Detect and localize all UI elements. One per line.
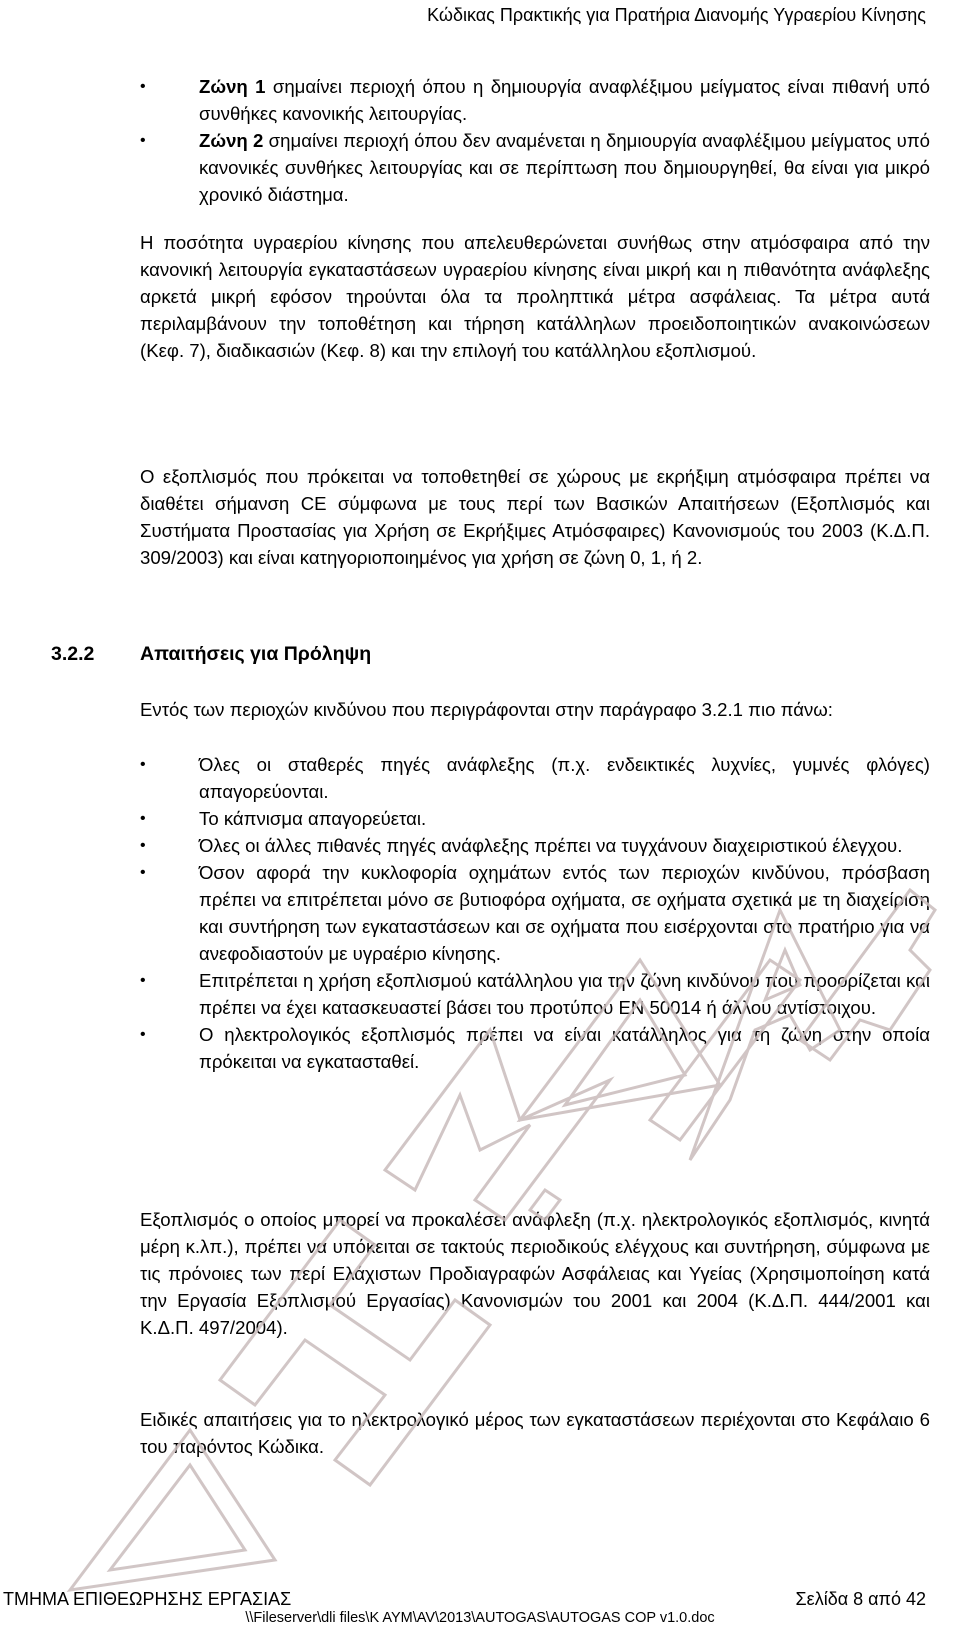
rule-text: Το κάπνισμα απαγορεύεται. <box>199 808 427 829</box>
list-item <box>140 832 930 859</box>
rule-text: Επιτρέπεται η χρήση εξοπλισμού κατάλληλου για την ζώνη κινδύνου που προορίζεται και πρέπει να έχει κατασκευαστεί βάσει του προτύπου EN 50014 ή άλλου αντίστοιχου. <box>199 970 930 1018</box>
prevention-rules-list <box>140 751 930 1075</box>
bullet-icon: • <box>140 78 146 95</box>
paragraph-release-quantity: Η ποσότητα υγραερίου κίνησης που απελευθερώνεται συνήθως στην ατμόσφαιρα από την κανονική λειτουργία εγκαταστάσεων υγραερίου κίνησης είναι μικρή και η πιθανότητα ανάφλεξης αρκετά μικρή εφόσον τηρούνται όλα τα προληπτικά μέτρα ασφάλειας. Τα μέτρα αυτά περιλαμβάνουν την τοποθέτηση και τήρηση κατάλληλων προειδοποιητικών ανακοινώσεων (Κεφ. 7), διαδικασιών (Κεφ. 8) και την επιλογή του κατάλληλου εξοπλισμού. <box>140 232 930 361</box>
list-item <box>140 127 930 208</box>
zone-definition: σημαίνει περιοχή όπου δεν αναμένεται η δημιουργία αναφλέξιμου μείγματος υπό κανονικές συνθήκες λειτουργίας και σε περίπτωση που δημιουργηθεί, θα είναι για μικρό χρονικό διάστημα. <box>199 130 930 205</box>
list-item <box>140 751 930 805</box>
section-number: 3.2.2 <box>51 643 95 665</box>
footer-page-number: Σελίδα 8 από 42 <box>795 1589 926 1609</box>
running-header: Κώδικας Πρακτικής για Πρατήρια Διανομής Υγραερίου Κίνησης <box>427 5 926 25</box>
bullet-icon: • <box>140 864 146 881</box>
list-item <box>140 805 930 832</box>
rule-text: Όσον αφορά την κυκλοφορία οχημάτων εντός των περιοχών κινδύνου, πρόσβαση πρέπει να επιτρέπεται μόνο σε βυτιοφόρα οχήματα, σε οχήματα σχετικά με τη διαχείριση και συντήρηση των εγκαταστάσεων και σε οχήματα που εισέρχονται στο πρατήριο για να ανεφοδιαστούν με υγραέριο κίνησης. <box>199 862 930 964</box>
list-item <box>140 73 930 127</box>
zone-term: Ζώνη 1 <box>199 76 266 97</box>
bullet-icon: • <box>140 132 146 149</box>
bullet-icon: • <box>140 837 146 854</box>
paragraph-equipment-marking: Ο εξοπλισμός που πρόκειται να τοποθετηθεί σε χώρους με εκρήξιμη ατμόσφαιρα πρέπει να διαθέτει σήμανση CE σύμφωνα με τους περί των Βασικών Απαιτήσεων (Εξοπλισμός και Συστήματα Προστασίας για Χρήση σε Εκρήξιμες Ατμόσφαιρες) Κανονισμούς του 2003 (Κ.Δ.Π. 309/2003) και είναι κατηγοριοποιημένος για χρήση σε ζώνη 0, 1, ή 2. <box>140 466 930 568</box>
zone-definitions-list <box>140 73 930 208</box>
list-item <box>140 859 930 967</box>
bullet-icon: • <box>140 1026 146 1043</box>
list-item <box>140 1021 930 1075</box>
rule-text: Όλες οι άλλες πιθανές πηγές ανάφλεξης πρέπει να τυγχάνουν διαχειριστικού έλεγχου. <box>199 835 903 856</box>
bullet-icon: • <box>140 756 146 773</box>
paragraph-periodic-inspection: Εξοπλισμός ο οποίος μπορεί να προκαλέσει ανάφλεξη (π.χ. ηλεκτρολογικός εξοπλισμός, κινητά μέρη κ.λπ.), πρέπει να υπόκειται σε τακτούς περιοδικούς ελέγχους και συντήρηση, σύμφωνα με τις πρόνοιες των περί Ελάχιστων Προδιαγραφών Ασφάλειας και Υγείας (Χρησιμοποίηση κατά την Εργασία Εξοπλισμού Εργασίας) Κανονισμών του 2001 και 2004 (Κ.Δ.Π. 444/2001 και Κ.Δ.Π. 497/2004). <box>140 1209 930 1338</box>
list-item <box>140 967 930 1021</box>
paragraph-electrical-requirements: Ειδικές απαιτήσεις για το ηλεκτρολογικό μέρος των εγκαταστάσεων περιέχονται στο Κεφάλαιο 6 του παρόντος Κώδικα. <box>140 1409 930 1457</box>
footer-department: ΤΜΗΜΑ ΕΠΙΘΕΩΡΗΣΗΣ ΕΡΓΑΣΙΑΣ <box>3 1589 292 1609</box>
footer-file-path: \\Fileserver\dli files\K AYM\AV\2013\AUTOGAS\AUTOGAS COP v1.0.doc <box>245 1610 715 1626</box>
rule-text: Ο ηλεκτρολογικός εξοπλισμός πρέπει να είναι κατάλληλος για τη ζώνη στην οποία πρόκειται να εγκατασταθεί. <box>199 1024 930 1072</box>
bullet-icon: • <box>140 810 146 827</box>
paragraph-intro: Εντός των περιοχών κινδύνου που περιγράφονται στην παράγραφο 3.2.1 πιο πάνω: <box>140 699 833 720</box>
zone-definition: σημαίνει περιοχή όπου η δημιουργία αναφλέξιμου μείγματος είναι πιθανή υπό συνθήκες κανονικής λειτουργίας. <box>199 76 930 124</box>
section-title: Απαιτήσεις για Πρόληψη <box>140 643 372 665</box>
rule-text: Όλες οι σταθερές πηγές ανάφλεξης (π.χ. ενδεικτικές λυχνίες, γυμνές φλόγες) απαγορεύονται. <box>199 754 930 802</box>
zone-term: Ζώνη 2 <box>199 130 264 151</box>
bullet-icon: • <box>140 972 146 989</box>
section-heading <box>51 641 371 668</box>
